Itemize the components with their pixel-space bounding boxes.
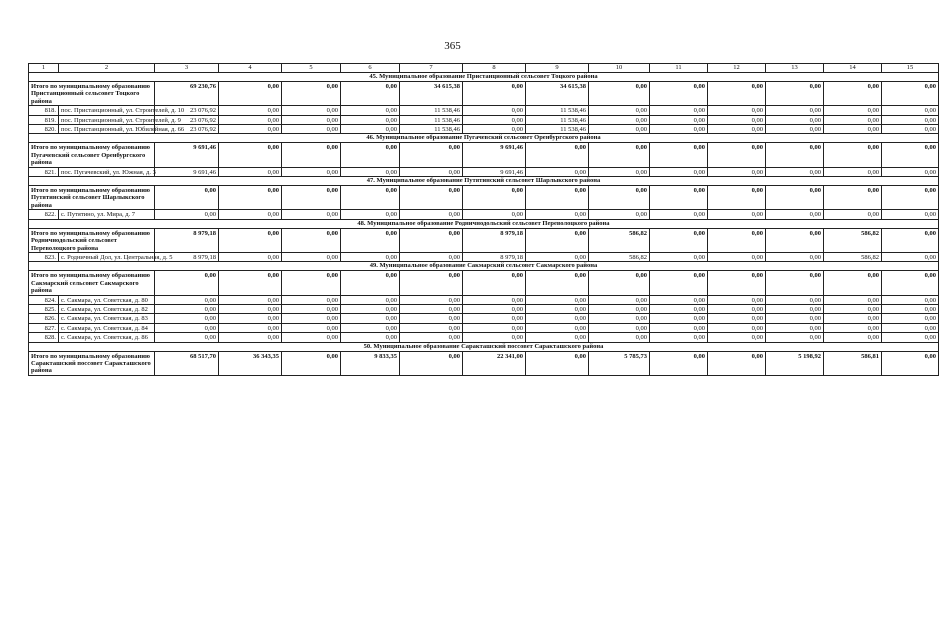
row-value: 9 691,46: [155, 167, 219, 176]
row-value: 0,00: [282, 333, 341, 342]
total-value: 9 691,46: [463, 143, 526, 167]
row-value: 0,00: [882, 295, 939, 304]
table-row: [29, 115, 939, 124]
row-index: 823.: [29, 252, 59, 261]
row-value: 586,82: [589, 252, 650, 261]
total-value: 0,00: [463, 271, 526, 295]
row-value: 9 691,46: [463, 167, 526, 176]
row-value: 0,00: [282, 106, 341, 115]
total-value: 0,00: [766, 186, 824, 210]
row-index: 820.: [29, 125, 59, 134]
row-value: 0,00: [824, 106, 882, 115]
row-value: 0,00: [650, 323, 708, 332]
row-value: 0,00: [155, 210, 219, 219]
row-value: 0,00: [650, 106, 708, 115]
row-value: 0,00: [589, 106, 650, 115]
total-value: 0,00: [526, 228, 589, 252]
total-value: 0,00: [155, 271, 219, 295]
row-value: 0,00: [282, 314, 341, 323]
row-index: 818.: [29, 106, 59, 115]
row-index: 825.: [29, 304, 59, 313]
row-value: 0,00: [219, 333, 282, 342]
row-address: с. Родничный Дол, ул. Центральная, д. 5: [59, 252, 155, 261]
row-value: 0,00: [341, 115, 400, 124]
total-value: 0,00: [882, 143, 939, 167]
table-row: [29, 295, 939, 304]
row-value: 0,00: [824, 323, 882, 332]
row-value: 0,00: [650, 333, 708, 342]
total-value: 0,00: [219, 271, 282, 295]
row-address: пос. Пристанционный, ул. Строителей, д. 9: [59, 115, 155, 124]
row-value: 0,00: [708, 125, 766, 134]
row-index: 819.: [29, 115, 59, 124]
row-value: 0,00: [882, 106, 939, 115]
column-number: 11: [650, 64, 708, 73]
row-address: пос. Пристанционный, ул. Юбилейная, д. 66: [59, 125, 155, 134]
row-index: 828.: [29, 333, 59, 342]
row-value: 0,00: [766, 167, 824, 176]
total-value: 22 341,00: [463, 351, 526, 375]
row-value: 0,00: [463, 323, 526, 332]
column-number: 14: [824, 64, 882, 73]
row-value: 0,00: [650, 314, 708, 323]
total-row: [29, 186, 939, 210]
row-value: 0,00: [824, 115, 882, 124]
row-value: 0,00: [766, 314, 824, 323]
total-value: 0,00: [282, 143, 341, 167]
total-value: 0,00: [282, 271, 341, 295]
row-value: 0,00: [219, 106, 282, 115]
row-value: 0,00: [526, 167, 589, 176]
row-address: с. Сакмара, ул. Советская, д. 83: [59, 314, 155, 323]
total-value: 0,00: [766, 82, 824, 106]
row-value: 0,00: [882, 333, 939, 342]
row-address: с. Сакмара, ул. Советская, д. 80: [59, 295, 155, 304]
row-value: 0,00: [882, 167, 939, 176]
total-value: 0,00: [708, 351, 766, 375]
total-value: 0,00: [341, 228, 400, 252]
total-value: 0,00: [219, 186, 282, 210]
row-index: 822.: [29, 210, 59, 219]
total-value: 8 979,18: [463, 228, 526, 252]
column-number: 4: [219, 64, 282, 73]
row-value: 0,00: [155, 295, 219, 304]
row-value: 0,00: [463, 304, 526, 313]
row-value: 0,00: [400, 252, 463, 261]
row-value: 0,00: [341, 314, 400, 323]
table-row: [29, 323, 939, 332]
total-value: 0,00: [589, 82, 650, 106]
row-value: 23 076,92: [155, 115, 219, 124]
row-value: 0,00: [526, 323, 589, 332]
row-value: 0,00: [708, 252, 766, 261]
row-value: 0,00: [766, 115, 824, 124]
total-label: Итого по муниципальному образованию Сакмарский сельсовет Сакмарского района: [29, 271, 155, 295]
section-title: 47. Муниципальное образование Путятинский сельсовет Шарлыкского района: [29, 177, 939, 186]
total-value: 0,00: [400, 143, 463, 167]
section-header-row: [29, 73, 939, 82]
total-value: 0,00: [463, 82, 526, 106]
row-value: 0,00: [708, 210, 766, 219]
row-value: 0,00: [650, 304, 708, 313]
row-value: 0,00: [824, 210, 882, 219]
section-title: 50. Муниципальное образование Саракташский поссовет Саракташского района: [29, 342, 939, 351]
row-value: 0,00: [463, 125, 526, 134]
total-value: 0,00: [341, 271, 400, 295]
total-value: 0,00: [824, 186, 882, 210]
row-value: 0,00: [400, 333, 463, 342]
row-value: 11 538,46: [526, 125, 589, 134]
total-value: 0,00: [650, 271, 708, 295]
total-value: 0,00: [882, 82, 939, 106]
row-value: 23 076,92: [155, 106, 219, 115]
row-value: 0,00: [463, 333, 526, 342]
row-value: 0,00: [341, 106, 400, 115]
row-value: 0,00: [589, 167, 650, 176]
row-value: 0,00: [155, 323, 219, 332]
total-label: Итого по муниципальному образованию Путятинский сельсовет Шарлыкского района: [29, 186, 155, 210]
row-value: 0,00: [708, 167, 766, 176]
total-value: 0,00: [463, 186, 526, 210]
total-value: 0,00: [766, 271, 824, 295]
row-value: 11 538,46: [400, 106, 463, 115]
total-value: 0,00: [526, 351, 589, 375]
row-value: 0,00: [824, 314, 882, 323]
table-row: [29, 210, 939, 219]
total-row: [29, 143, 939, 167]
row-value: 0,00: [341, 304, 400, 313]
total-value: 69 230,76: [155, 82, 219, 106]
section-title: 49. Муниципальное образование Сакмарский сельсовет Сакмарского района: [29, 262, 939, 271]
row-value: 0,00: [824, 125, 882, 134]
row-address: пос. Пристанционный, ул. Строителей, д. 10: [59, 106, 155, 115]
row-value: 0,00: [766, 210, 824, 219]
total-value: 0,00: [282, 82, 341, 106]
row-value: 0,00: [526, 295, 589, 304]
row-value: 11 538,46: [526, 106, 589, 115]
row-value: 0,00: [650, 295, 708, 304]
row-value: 0,00: [766, 333, 824, 342]
total-value: 0,00: [155, 186, 219, 210]
total-value: 0,00: [882, 228, 939, 252]
total-value: 0,00: [282, 186, 341, 210]
row-value: 0,00: [708, 314, 766, 323]
row-value: 0,00: [882, 115, 939, 124]
column-number: 8: [463, 64, 526, 73]
row-value: 0,00: [650, 252, 708, 261]
total-label: Итого по муниципальному образованию Пристанционный сельсовет Тоцкого района: [29, 82, 155, 106]
total-value: 0,00: [282, 228, 341, 252]
column-number-row: [29, 64, 939, 73]
row-value: 0,00: [282, 115, 341, 124]
column-number: 12: [708, 64, 766, 73]
total-value: 0,00: [824, 271, 882, 295]
row-value: 0,00: [882, 314, 939, 323]
row-value: 0,00: [824, 304, 882, 313]
total-row: [29, 82, 939, 106]
table-row: [29, 304, 939, 313]
row-value: 0,00: [526, 304, 589, 313]
row-value: 0,00: [650, 125, 708, 134]
row-value: 0,00: [341, 125, 400, 134]
total-value: 0,00: [708, 82, 766, 106]
row-value: 0,00: [219, 304, 282, 313]
data-table: [28, 63, 939, 376]
total-value: 0,00: [219, 143, 282, 167]
row-value: 0,00: [766, 125, 824, 134]
row-value: 0,00: [155, 314, 219, 323]
section-header-row: [29, 262, 939, 271]
row-value: 0,00: [282, 210, 341, 219]
row-value: 0,00: [282, 323, 341, 332]
total-value: 0,00: [650, 351, 708, 375]
total-label: Итого по муниципальному образованию Родничнодольский сельсовет Переволоцкого района: [29, 228, 155, 252]
row-value: 0,00: [589, 210, 650, 219]
row-value: 0,00: [463, 106, 526, 115]
total-value: 0,00: [882, 271, 939, 295]
row-value: 0,00: [526, 314, 589, 323]
row-value: 11 538,46: [400, 125, 463, 134]
row-value: 0,00: [882, 304, 939, 313]
row-value: 0,00: [282, 295, 341, 304]
row-value: 0,00: [219, 314, 282, 323]
row-value: 0,00: [589, 323, 650, 332]
row-address: с. Сакмара, ул. Советская, д. 82: [59, 304, 155, 313]
total-label: Итого по муниципальному образованию Пугачевский сельсовет Оренбургского района: [29, 143, 155, 167]
row-value: 0,00: [219, 252, 282, 261]
row-value: 0,00: [341, 295, 400, 304]
total-value: 0,00: [589, 271, 650, 295]
total-value: 0,00: [650, 228, 708, 252]
total-value: 0,00: [400, 186, 463, 210]
total-value: 9 691,46: [155, 143, 219, 167]
row-value: 0,00: [882, 252, 939, 261]
total-value: 0,00: [882, 186, 939, 210]
row-value: 0,00: [219, 210, 282, 219]
row-value: 0,00: [463, 115, 526, 124]
total-value: 0,00: [708, 228, 766, 252]
total-value: 0,00: [589, 143, 650, 167]
total-value: 0,00: [589, 186, 650, 210]
row-value: 0,00: [219, 115, 282, 124]
table-row: [29, 167, 939, 176]
total-value: 586,82: [589, 228, 650, 252]
row-value: 0,00: [155, 333, 219, 342]
row-value: 0,00: [589, 125, 650, 134]
total-value: 68 517,70: [155, 351, 219, 375]
total-value: 0,00: [400, 271, 463, 295]
row-index: 826.: [29, 314, 59, 323]
total-value: 0,00: [708, 271, 766, 295]
row-value: 0,00: [463, 210, 526, 219]
total-row: [29, 228, 939, 252]
total-value: 5 198,92: [766, 351, 824, 375]
row-value: 0,00: [766, 106, 824, 115]
total-label: Итого по муниципальному образованию Саракташский поссовет Саракташского района: [29, 351, 155, 375]
row-value: 0,00: [708, 295, 766, 304]
total-value: 0,00: [824, 82, 882, 106]
row-value: 0,00: [219, 167, 282, 176]
row-value: 0,00: [589, 304, 650, 313]
row-value: 0,00: [463, 295, 526, 304]
row-value: 0,00: [882, 125, 939, 134]
column-number: 13: [766, 64, 824, 73]
row-value: 0,00: [282, 252, 341, 261]
row-address: с. Сакмара, ул. Советская, д. 84: [59, 323, 155, 332]
section-title: 45. Муниципальное образование Пристанционный сельсовет Тоцкого района: [29, 73, 939, 82]
total-value: 0,00: [341, 143, 400, 167]
total-value: 0,00: [650, 82, 708, 106]
total-value: 0,00: [341, 82, 400, 106]
row-value: 0,00: [766, 323, 824, 332]
row-value: 0,00: [400, 210, 463, 219]
row-value: 0,00: [824, 333, 882, 342]
section-header-row: [29, 219, 939, 228]
total-row: [29, 271, 939, 295]
row-index: 824.: [29, 295, 59, 304]
row-value: 0,00: [650, 167, 708, 176]
row-value: 0,00: [708, 115, 766, 124]
table-row: [29, 314, 939, 323]
column-number: 10: [589, 64, 650, 73]
row-index: 827.: [29, 323, 59, 332]
total-value: 34 615,38: [526, 82, 589, 106]
column-number: 2: [59, 64, 155, 73]
row-value: 11 538,46: [400, 115, 463, 124]
row-value: 0,00: [400, 295, 463, 304]
total-value: 9 833,35: [341, 351, 400, 375]
row-value: 0,00: [882, 323, 939, 332]
row-value: 0,00: [766, 252, 824, 261]
total-value: 5 785,73: [589, 351, 650, 375]
section-header-row: [29, 342, 939, 351]
table-row: [29, 106, 939, 115]
table-row: [29, 333, 939, 342]
row-value: 0,00: [463, 314, 526, 323]
column-number: 3: [155, 64, 219, 73]
total-value: 0,00: [526, 143, 589, 167]
row-value: 0,00: [708, 323, 766, 332]
total-value: 0,00: [526, 271, 589, 295]
row-address: с. Путятино, ул. Мира, д. 7: [59, 210, 155, 219]
section-header-row: [29, 177, 939, 186]
total-value: 0,00: [219, 82, 282, 106]
row-value: 0,00: [219, 125, 282, 134]
total-value: 0,00: [219, 228, 282, 252]
row-value: 0,00: [589, 314, 650, 323]
row-value: 0,00: [766, 304, 824, 313]
total-value: 0,00: [650, 186, 708, 210]
total-value: 0,00: [824, 143, 882, 167]
total-value: 36 343,35: [219, 351, 282, 375]
row-value: 0,00: [708, 106, 766, 115]
row-value: 0,00: [341, 252, 400, 261]
column-number: 1: [29, 64, 59, 73]
row-value: 0,00: [882, 210, 939, 219]
row-value: 586,82: [824, 252, 882, 261]
row-value: 0,00: [219, 323, 282, 332]
row-value: 0,00: [824, 167, 882, 176]
row-value: 0,00: [282, 304, 341, 313]
row-value: 8 979,18: [155, 252, 219, 261]
table-row: [29, 125, 939, 134]
row-value: 0,00: [400, 314, 463, 323]
row-value: 0,00: [589, 295, 650, 304]
row-value: 0,00: [341, 333, 400, 342]
row-value: 0,00: [400, 167, 463, 176]
row-value: 0,00: [341, 167, 400, 176]
row-value: 0,00: [708, 304, 766, 313]
row-value: 0,00: [650, 115, 708, 124]
row-value: 0,00: [526, 333, 589, 342]
column-number: 9: [526, 64, 589, 73]
row-value: 0,00: [589, 115, 650, 124]
section-title: 46. Муниципальное образование Пугачевский сельсовет Оренбургского района: [29, 134, 939, 143]
row-value: 23 076,92: [155, 125, 219, 134]
section-header-row: [29, 134, 939, 143]
column-number: 15: [882, 64, 939, 73]
row-value: 0,00: [589, 333, 650, 342]
row-value: 0,00: [766, 295, 824, 304]
row-value: 0,00: [400, 304, 463, 313]
total-value: 0,00: [766, 228, 824, 252]
total-value: 8 979,18: [155, 228, 219, 252]
row-value: 0,00: [708, 333, 766, 342]
total-value: 0,00: [400, 228, 463, 252]
total-row: [29, 351, 939, 375]
row-address: пос. Пугачевский, ул. Южная, д. 3: [59, 167, 155, 176]
row-index: 821.: [29, 167, 59, 176]
total-value: 0,00: [526, 186, 589, 210]
row-value: 0,00: [282, 167, 341, 176]
table-row: [29, 252, 939, 261]
row-value: 0,00: [341, 210, 400, 219]
column-number: 5: [282, 64, 341, 73]
section-title: 48. Муниципальное образование Родничнодольский сельсовет Переволоцкого района: [29, 219, 939, 228]
total-value: 0,00: [400, 351, 463, 375]
total-value: 0,00: [708, 143, 766, 167]
total-value: 0,00: [650, 143, 708, 167]
total-value: 0,00: [282, 351, 341, 375]
row-value: 11 538,46: [526, 115, 589, 124]
row-value: 0,00: [155, 304, 219, 313]
row-value: 0,00: [219, 295, 282, 304]
row-value: 0,00: [526, 210, 589, 219]
row-value: 0,00: [526, 252, 589, 261]
total-value: 34 615,38: [400, 82, 463, 106]
row-value: 0,00: [400, 323, 463, 332]
total-value: 0,00: [882, 351, 939, 375]
total-value: 586,81: [824, 351, 882, 375]
page-number: 365: [444, 40, 461, 52]
row-value: 0,00: [282, 125, 341, 134]
row-value: 0,00: [341, 323, 400, 332]
row-address: с. Сакмара, ул. Советская, д. 86: [59, 333, 155, 342]
column-number: 6: [341, 64, 400, 73]
column-number: 7: [400, 64, 463, 73]
total-value: 0,00: [341, 186, 400, 210]
row-value: 0,00: [650, 210, 708, 219]
total-value: 0,00: [708, 186, 766, 210]
row-value: 0,00: [824, 295, 882, 304]
row-value: 8 979,18: [463, 252, 526, 261]
total-value: 586,82: [824, 228, 882, 252]
total-value: 0,00: [766, 143, 824, 167]
